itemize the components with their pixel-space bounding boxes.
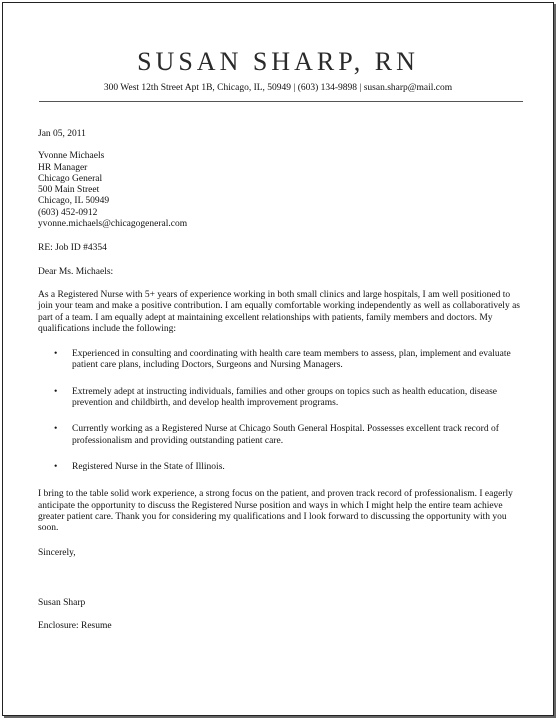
- enclosure-line: Enclosure: Resume: [38, 621, 112, 632]
- recipient-title: HR Manager: [38, 162, 88, 173]
- valediction: Sincerely,: [38, 548, 76, 559]
- qualification-text: Currently working as a Registered Nurse at Chicago South General Hospital. Possesses excellent track record of professionalism and providing outstanding patient care.: [72, 424, 499, 446]
- recipient-email: yvonne.michaels@chicagogeneral.com: [38, 219, 188, 230]
- salutation: Dear Ms. Michaels:: [38, 266, 114, 277]
- bullet-icon: •: [54, 424, 58, 435]
- list-item: [38, 462, 523, 473]
- qualification-text: Extremely adept at instructing individuals, families and other groups on topics such as health education, disease prevention and childbirth, and develop health improvement programs.: [72, 386, 498, 409]
- letter-page: [2, 2, 554, 716]
- list-item: [38, 387, 523, 410]
- recipient-company: Chicago General: [38, 173, 103, 184]
- header-divider: [39, 101, 523, 102]
- qualifications-list: [38, 349, 523, 473]
- signature-name: Susan Sharp: [38, 597, 86, 608]
- recipient-street: 500 Main Street: [38, 185, 100, 196]
- recipient-address: [38, 151, 523, 230]
- list-item: [38, 424, 523, 447]
- bullet-icon: •: [54, 349, 58, 360]
- letter-body: [38, 129, 523, 632]
- recipient-city: Chicago, IL 50949: [38, 196, 110, 207]
- list-item: [38, 349, 523, 372]
- bullet-icon: •: [54, 386, 58, 397]
- intro-paragraph: As a Registered Nurse with 5+ years of experience working in both small clinics and large hospitals, I am well positioned to join your team and make a positive contribution. I am equally comfortable working independently as well as collaboratively as part of a team. I am equally adept at maintaining excellent relationships with patients, family members and doctors. My qualifications include the following:: [38, 289, 520, 334]
- bullet-icon: •: [54, 461, 58, 472]
- qualification-text: Experienced in consulting and coordinating with health care team members to assess, plan, implement and evaluate patient care plans, including Doctors, Surgeons and Nursing Managers.: [72, 349, 511, 371]
- applicant-name: SUSAN SHARP, RN: [137, 47, 419, 76]
- recipient-name: Yvonne Michaels: [38, 151, 105, 162]
- qualification-text: Registered Nurse in the State of Illinois.: [72, 461, 225, 472]
- closing-paragraph: I bring to the table solid work experience, a strong focus on the patient, and proven track record of professionalism. I eagerly anticipate the opportunity to discuss the Registered Nurse position and ways in which I might help the entire team achieve greater patient care. Thank you for considering my qualifications and I look forward to discussing the opportunity with you soon.: [38, 489, 513, 534]
- letter-date: Jan 05, 2011: [38, 129, 86, 139]
- recipient-phone: (603) 452-0912: [38, 207, 98, 218]
- contact-line: 300 West 12th Street Apt 1B, Chicago, IL, 50949 | (603) 134-9898 | susan.sharp@mail.com: [103, 83, 453, 93]
- reference-line: RE: Job ID #4354: [38, 243, 107, 254]
